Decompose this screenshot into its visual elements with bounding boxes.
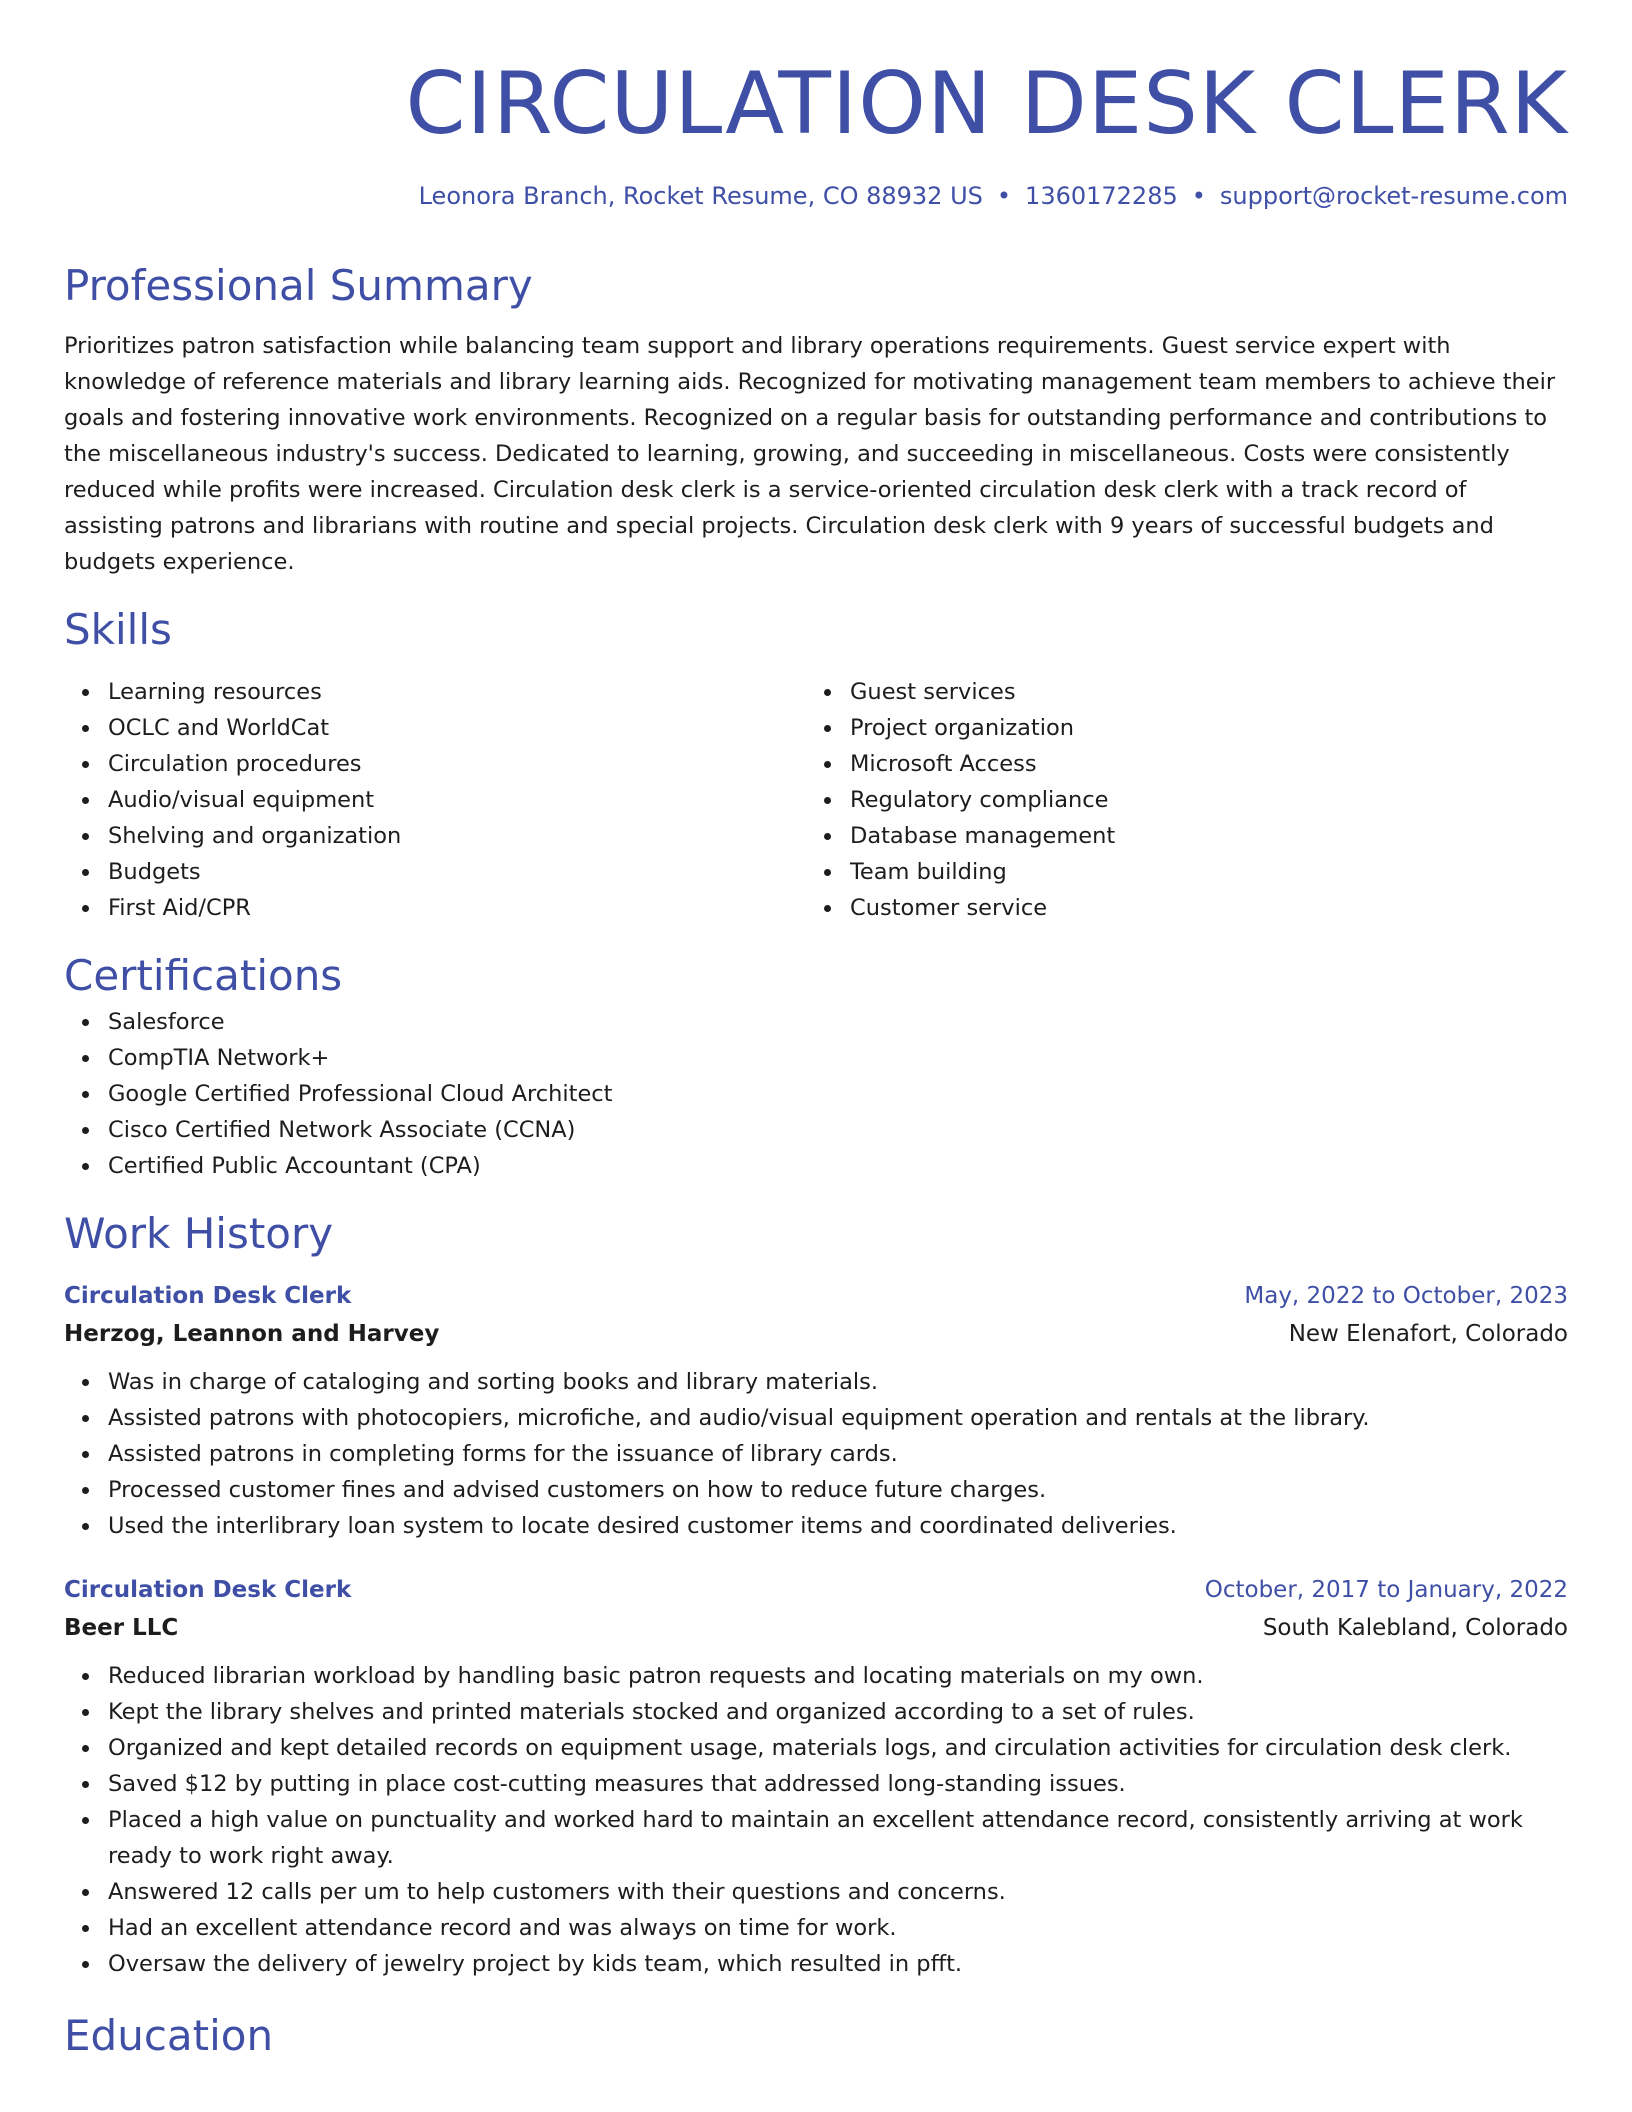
job-title: Circulation Desk Clerk [64,1283,352,1309]
skills-left-list [64,674,806,926]
skill-item: Budgets [108,854,806,890]
job-location: New Elenafort, Colorado [1288,1321,1568,1347]
certification-item: Salesforce [108,1004,1568,1040]
certifications-list [64,1004,1568,1184]
skill-item: OCLC and WorldCat [108,710,806,746]
skill-item: Guest services [850,674,1548,710]
job-company-row [64,1314,1568,1354]
work-history-heading: Work History [64,1209,334,1258]
job-title: Circulation Desk Clerk [64,1577,352,1603]
skill-item: Learning resources [108,674,806,710]
job-dates: October, 2017 to January, 2022 [1204,1577,1568,1603]
certification-item: Certified Public Accountant (CPA) [108,1148,1568,1184]
certifications-heading: Certifications [64,951,343,1000]
skills-grid [64,674,1568,926]
job-entry [64,1278,1568,1544]
summary-text: Prioritizes patron satisfaction while balancing team support and library operations requirements. Guest service expert with knowledge of reference materials and library learning aids. Recognized for motivating management team members to achieve their goals and fostering innovative work environments. Recognized on a regular basis for outstanding performance and contributions to the miscellaneous industry's success. Dedicated to learning, growing, and succeeding in miscellaneous. Costs were consistently reduced while profits were increased. Circulation desk clerk is a service-oriented circulation desk clerk with a track record of assisting patrons and librarians with routine and special projects. Circulation desk clerk with 9 years of successful budgets and budgets experience. [64,333,1556,575]
job-dates: May, 2022 to October, 2023 [1244,1283,1568,1309]
skills-right-list [806,674,1548,926]
contact-phone: 1360172285 [1025,182,1178,210]
job-bullet: Kept the library shelves and printed materials stocked and organized according to a set of rules. [108,1694,1568,1730]
education-heading: Education [64,2011,274,2060]
job-bullet: Oversaw the delivery of jewelry project by kids team, which resulted in pfft. [108,1946,1568,1982]
job-entry [64,1572,1568,1982]
skill-item: Project organization [850,710,1548,746]
job-bullet: Reduced librarian workload by handling basic patron requests and locating materials on my own. [108,1658,1568,1694]
job-company: Beer LLC [64,1615,179,1641]
job-title-row [64,1278,1568,1314]
certification-item: CompTIA Network+ [108,1040,1568,1076]
job-title-row [64,1572,1568,1608]
job-bullet: Assisted patrons with photocopiers, microfiche, and audio/visual equipment operation and rentals at the library. [108,1400,1568,1436]
skill-item: First Aid/CPR [108,890,806,926]
certification-item: Google Certified Professional Cloud Architect [108,1076,1568,1112]
contact-separator: • [1191,182,1206,210]
job-bullet: Was in charge of cataloging and sorting books and library materials. [108,1364,1568,1400]
job-company: Herzog, Leannon and Harvey [64,1321,440,1347]
certification-item: Cisco Certified Network Associate (CCNA) [108,1112,1568,1148]
job-bullet: Processed customer fines and advised customers on how to reduce future charges. [108,1472,1568,1508]
job-bullet: Assisted patrons in completing forms for the issuance of library cards. [108,1436,1568,1472]
skill-item: Database management [850,818,1548,854]
job-bullet: Organized and kept detailed records on equipment usage, materials logs, and circulation activities for circulation desk clerk. [108,1730,1568,1766]
skill-item: Team building [850,854,1548,890]
summary-heading: Professional Summary [64,261,533,310]
job-bullet: Used the interlibrary loan system to locate desired customer items and coordinated deliveries. [108,1508,1568,1544]
contact-email: support@rocket-resume.com [1219,182,1568,210]
job-bullet: Saved $12 by putting in place cost-cutting measures that addressed long-standing issues. [108,1766,1568,1802]
job-bullet: Had an excellent attendance record and was always on time for work. [108,1910,1568,1946]
contact-address: Leonora Branch, Rocket Resume, CO 88932 US [418,182,983,210]
contact-separator: • [996,182,1012,210]
skill-item: Microsoft Access [850,746,1548,782]
skill-item: Regulatory compliance [850,782,1548,818]
contact-line [64,180,1568,212]
job-bullets [64,1658,1568,1982]
skill-item: Audio/visual equipment [108,782,806,818]
job-bullet: Answered 12 calls per um to help customers with their questions and concerns. [108,1874,1568,1910]
resume-title: CIRCULATION DESK CLERK [405,54,1568,154]
job-bullets [64,1364,1568,1544]
job-company-row [64,1608,1568,1648]
skill-item: Shelving and organization [108,818,806,854]
skill-item: Customer service [850,890,1548,926]
skill-item: Circulation procedures [108,746,806,782]
resume-page [64,0,1568,2064]
job-bullet: Placed a high value on punctuality and worked hard to maintain an excellent attendance record, consistently arriving at work ready to work right away. [108,1802,1568,1874]
job-location: South Kalebland, Colorado [1262,1615,1568,1641]
skills-heading: Skills [64,605,172,654]
